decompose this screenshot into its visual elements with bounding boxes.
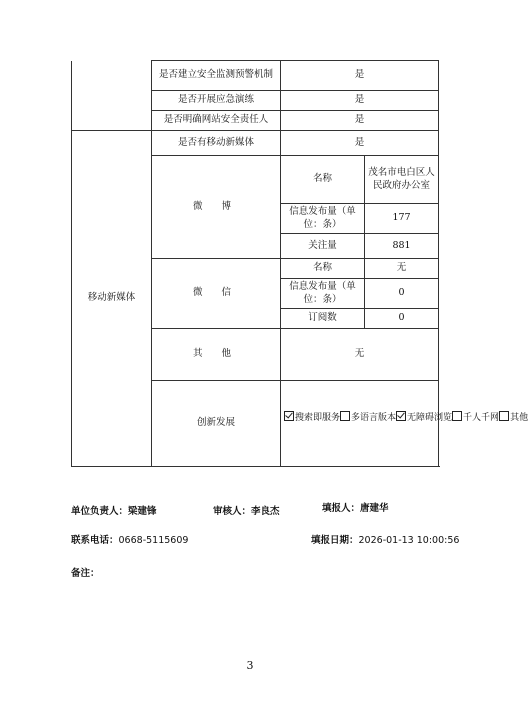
filler-name: 唐建华 (360, 503, 389, 514)
filler-label: 填报人： (322, 503, 361, 514)
reviewer-label: 审核人： (213, 506, 252, 517)
wechat-label: 微 信 (152, 259, 281, 329)
option-label: 多语言版本 (351, 413, 397, 423)
weibo-follow-label: 关注量 (281, 234, 365, 259)
wechat-name-value: 无 (365, 259, 439, 279)
reviewer-name: 李良杰 (251, 506, 280, 517)
option-personalized[interactable] (452, 413, 499, 423)
option-search-service[interactable] (284, 413, 340, 423)
weibo-name-value: 茂名市电白区人民政府办公室 (365, 156, 439, 204)
date-label: 填报日期： (311, 535, 359, 546)
date-value: 2026-01-13 10:00:56 (358, 535, 460, 546)
checkbox-icon (499, 411, 509, 421)
drill-value: 是 (281, 91, 439, 111)
weibo-label: 微 博 (152, 156, 281, 259)
monitor-value: 是 (281, 61, 439, 91)
report-table (71, 60, 528, 467)
table-blank-cell (72, 61, 152, 131)
other-value: 无 (281, 329, 439, 381)
responsible-value: 是 (281, 111, 439, 131)
option-label: 千人千网 (463, 413, 500, 423)
checkbox-icon (452, 411, 462, 421)
wechat-sub-label: 订阅数 (281, 309, 365, 329)
note-field (71, 565, 100, 579)
leader-name: 梁建锋 (128, 506, 157, 517)
option-label: 其他 (510, 413, 528, 423)
phone-label: 联系电话： (71, 535, 119, 546)
wechat-count-value: 0 (365, 279, 439, 309)
checkbox-icon (340, 411, 350, 421)
leader-label: 单位负责人： (71, 506, 129, 517)
phone-value: 0668-5115609 (118, 535, 189, 546)
phone-field (71, 532, 188, 546)
wechat-sub-value: 0 (365, 309, 439, 329)
has-mobile-value: 是 (281, 131, 439, 156)
other-label: 其 他 (152, 329, 281, 381)
weibo-count-label: 信息发布量（单位：条） (281, 204, 365, 234)
checkbox-icon (396, 411, 406, 421)
filler-field (322, 500, 389, 514)
page-number: 3 (246, 659, 254, 672)
wechat-name-label: 名称 (281, 259, 365, 279)
reviewer-field (213, 503, 280, 517)
option-label: 无障碍浏览 (407, 413, 453, 423)
option-multilang[interactable] (340, 413, 396, 423)
innovation-label: 创新发展 (152, 381, 281, 467)
checkbox-icon (284, 411, 294, 421)
option-other[interactable] (499, 413, 528, 423)
has-mobile-label: 是否有移动新媒体 (152, 131, 281, 156)
drill-label: 是否开展应急演练 (152, 91, 281, 111)
weibo-follow-value: 881 (365, 234, 439, 259)
innovation-options (281, 381, 528, 467)
option-accessibility[interactable] (396, 413, 452, 423)
note-label: 备注： (71, 568, 100, 579)
wechat-count-label: 信息发布量（单位：条） (281, 279, 365, 309)
responsible-label: 是否明确网站安全责任人 (152, 111, 281, 131)
date-field (311, 532, 459, 546)
weibo-count-value: 177 (365, 204, 439, 234)
mobile-section-label: 移动新媒体 (72, 131, 152, 467)
leader-field (71, 503, 157, 517)
monitor-label: 是否建立安全监测预警机制 (152, 61, 281, 91)
option-label: 搜索即服务 (295, 413, 341, 423)
weibo-name-label: 名称 (281, 156, 365, 204)
